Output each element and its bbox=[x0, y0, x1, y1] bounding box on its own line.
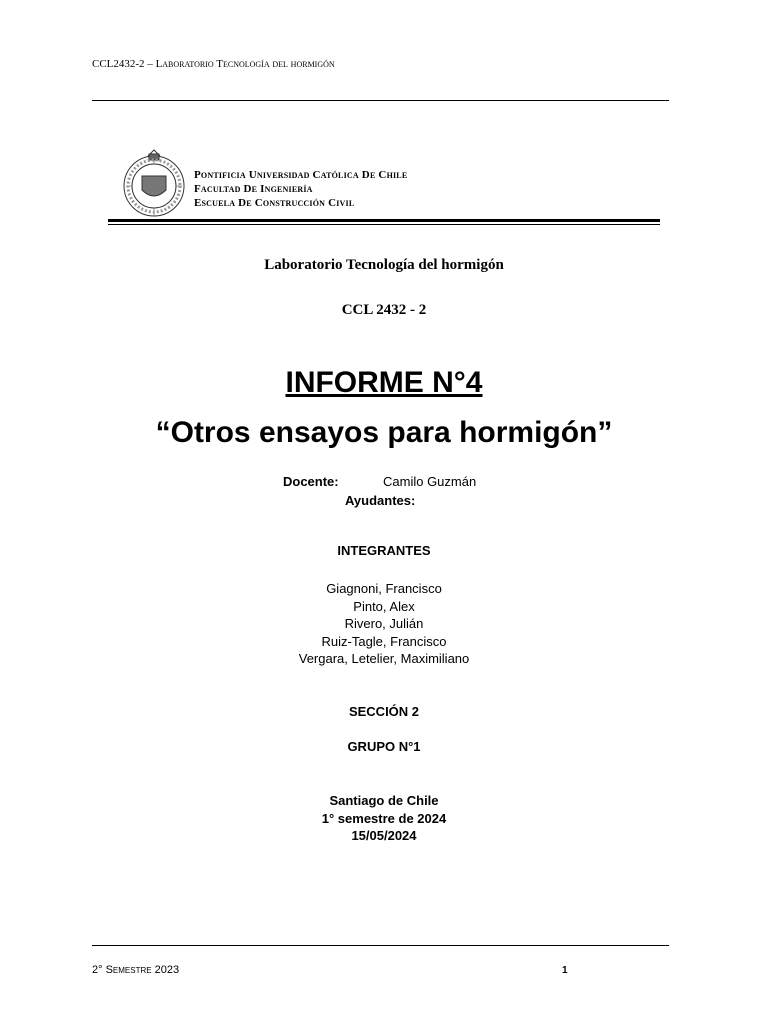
member-item: Ruiz-Tagle, Francisco bbox=[321, 633, 447, 649]
institution-faculty: Facultad De Ingeniería bbox=[194, 183, 313, 195]
page-number: 1 bbox=[562, 965, 568, 976]
header-title: Laboratorio Tecnología del hormigón bbox=[155, 58, 335, 70]
footer-rule bbox=[92, 945, 669, 946]
place-date-block bbox=[0, 792, 768, 845]
report-number: INFORME N°4 bbox=[285, 366, 483, 399]
integrantes-label: INTEGRANTES bbox=[337, 543, 431, 558]
footer-prefix: 2° bbox=[92, 964, 106, 976]
institution-double-rule bbox=[108, 219, 660, 227]
footer-year: 2023 bbox=[151, 964, 180, 976]
semester: 1° semestre de 2024 bbox=[321, 810, 447, 826]
institution-block bbox=[194, 168, 407, 210]
seal-icon bbox=[120, 148, 188, 220]
header-code: CCL2432-2 – bbox=[92, 58, 156, 70]
member-item: Vergara, Letelier, Maximiliano bbox=[298, 651, 470, 666]
institution-university: Pontificia Universidad Católica De Chile bbox=[194, 169, 408, 181]
members-list bbox=[0, 580, 768, 668]
section-label: SECCIÓN 2 bbox=[348, 704, 420, 719]
member-item: Rivero, Julián bbox=[344, 616, 424, 631]
running-header bbox=[92, 58, 335, 70]
docente-label: Docente: bbox=[283, 474, 339, 489]
course-title: Laboratorio Tecnología del hormigón bbox=[264, 257, 504, 273]
group-label: GRUPO N°1 bbox=[347, 739, 421, 754]
report-title: “Otros ensayos para hormigón” bbox=[155, 416, 613, 449]
header-rule bbox=[92, 100, 669, 101]
city: Santiago de Chile bbox=[329, 793, 439, 808]
ayudantes-label: Ayudantes: bbox=[345, 493, 416, 508]
institution-school: Escuela De Construcción Civil bbox=[194, 197, 355, 209]
date: 15/05/2024 bbox=[351, 828, 417, 843]
member-item: Pinto, Alex bbox=[353, 598, 415, 614]
course-code: CCL 2432 - 2 bbox=[341, 302, 427, 318]
docente-value: Camilo Guzmán bbox=[383, 474, 477, 489]
member-item: Giagnoni, Francisco bbox=[326, 581, 442, 596]
footer-semester-word: Semestre bbox=[105, 964, 152, 976]
footer-semester bbox=[92, 964, 179, 976]
